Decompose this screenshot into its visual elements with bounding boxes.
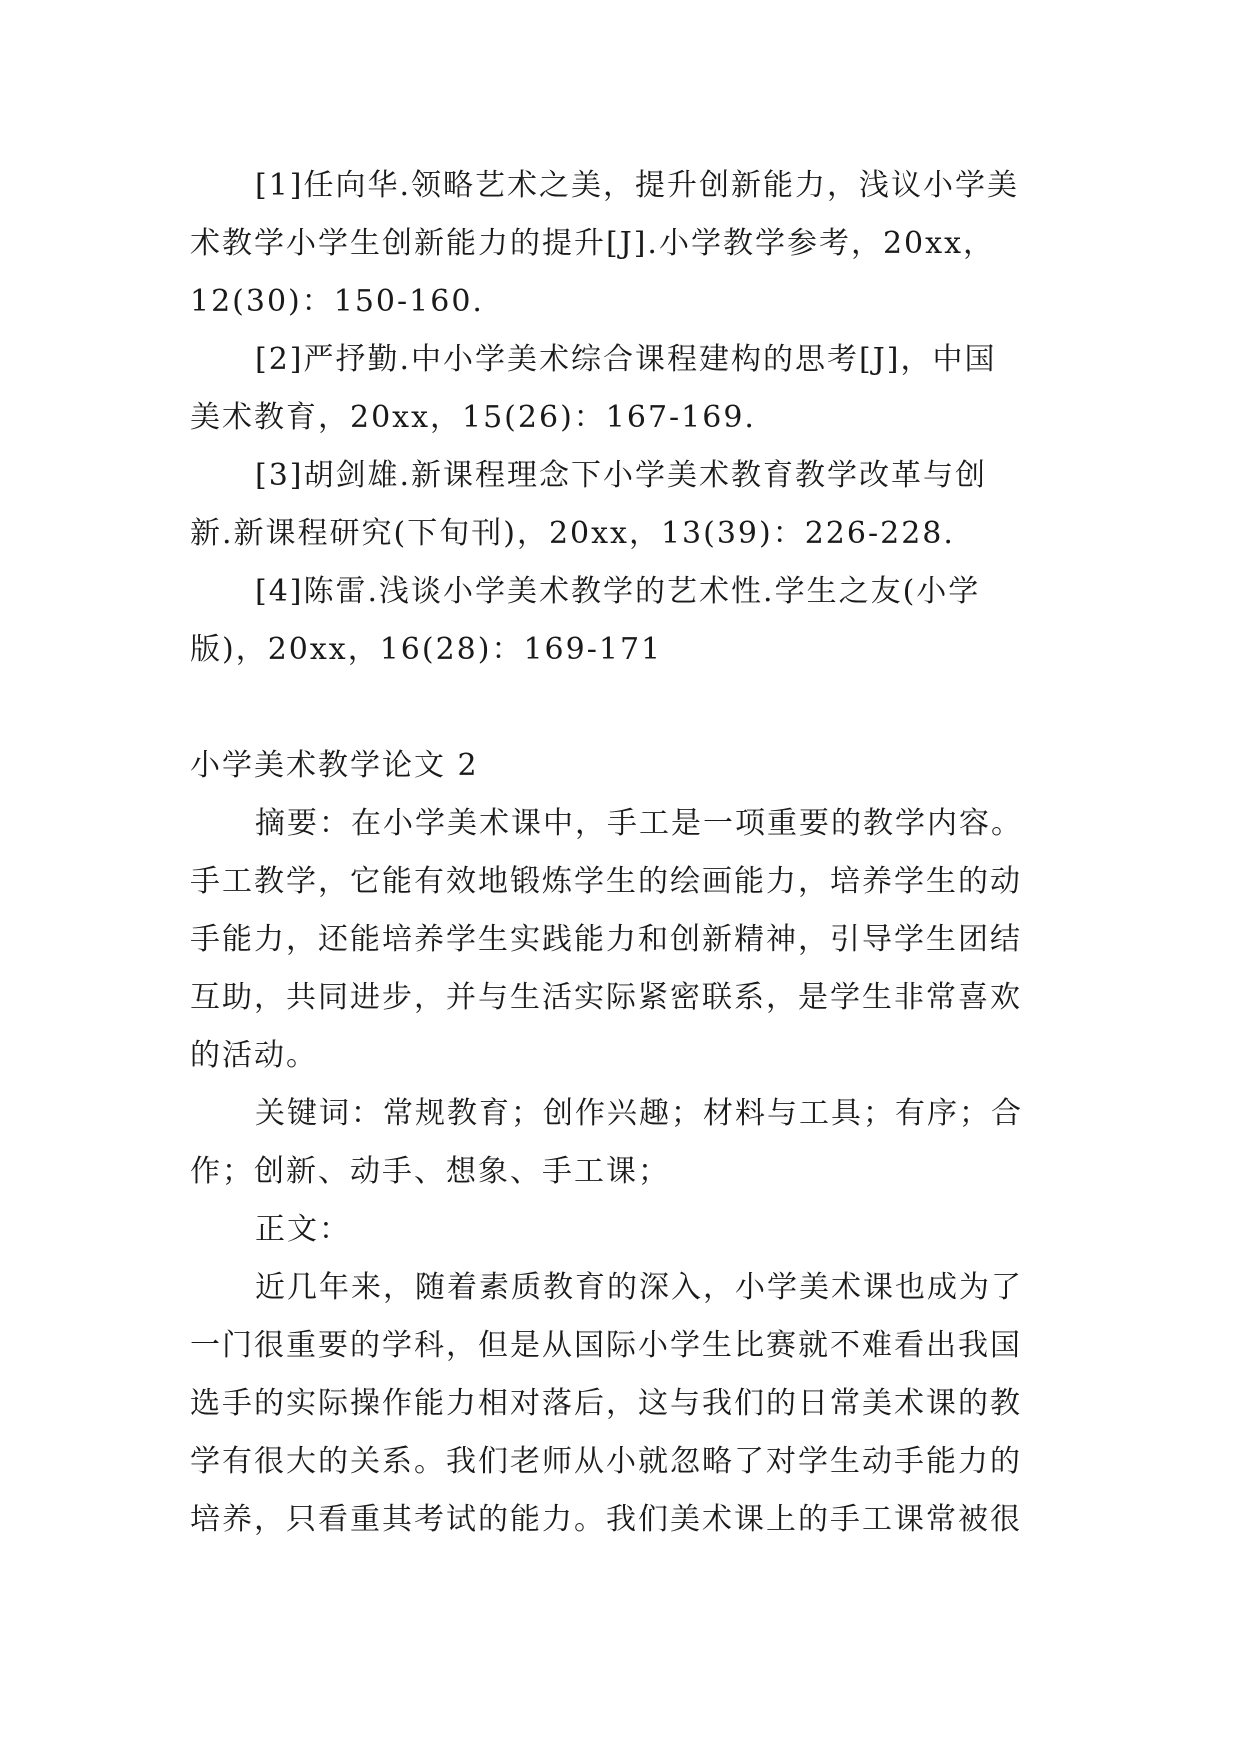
abstract-line-2: 手工教学，它能有效地锻炼学生的绘画能力，培养学生的动 (190, 864, 1022, 899)
reference-1-line-1: [1]任向华.领略艺术之美，提升创新能力，浅议小学美 (255, 168, 1020, 203)
keywords-line-1: 关键词：常规教育；创作兴趣；材料与工具；有序；合 (255, 1096, 1023, 1131)
reference-1-line-2: 术教学小学生创新能力的提升[J].小学教学参考，20xx， (190, 226, 995, 261)
reference-1-line-3: 12(30)：150-160. (190, 284, 484, 319)
abstract-line-5: 的活动。 (190, 1038, 318, 1073)
body-line-4: 学有很大的关系。我们老师从小就忽略了对学生动手能力的 (190, 1444, 1022, 1479)
reference-4-line-1: [4]陈雷.浅谈小学美术教学的艺术性.学生之友(小学 (255, 574, 981, 609)
reference-3-line-1: [3]胡剑雄.新课程理念下小学美术教育教学改革与创 (255, 458, 988, 493)
keywords-line-2: 作；创新、动手、想象、手工课； (190, 1154, 670, 1189)
reference-4-line-2: 版)，20xx，16(28)：169-171 (190, 632, 663, 667)
body-line-5: 培养，只看重其考试的能力。我们美术课上的手工课常被很 (190, 1502, 1022, 1537)
abstract-line-4: 互助，共同进步，并与生活实际紧密联系，是学生非常喜欢 (190, 980, 1022, 1015)
body-line-1: 近几年来，随着素质教育的深入，小学美术课也成为了 (255, 1270, 1023, 1305)
reference-2-line-2: 美术教育，20xx，15(26)：167-169. (190, 400, 756, 435)
body-heading: 正文： (255, 1212, 351, 1247)
section-title: 小学美术教学论文 2 (190, 748, 479, 783)
body-line-3: 选手的实际操作能力相对落后，这与我们的日常美术课的教 (190, 1386, 1022, 1421)
reference-3-line-2: 新.新课程研究(下旬刊)，20xx，13(39)：226-228. (190, 516, 955, 551)
body-line-2: 一门很重要的学科，但是从国际小学生比赛就不难看出我国 (190, 1328, 1022, 1363)
abstract-line-1: 摘要：在小学美术课中，手工是一项重要的教学内容。 (255, 806, 1023, 841)
abstract-line-3: 手能力，还能培养学生实践能力和创新精神，引导学生团结 (190, 922, 1022, 957)
reference-2-line-1: [2]严抒勤.中小学美术综合课程建构的思考[J]，中国 (255, 342, 997, 377)
